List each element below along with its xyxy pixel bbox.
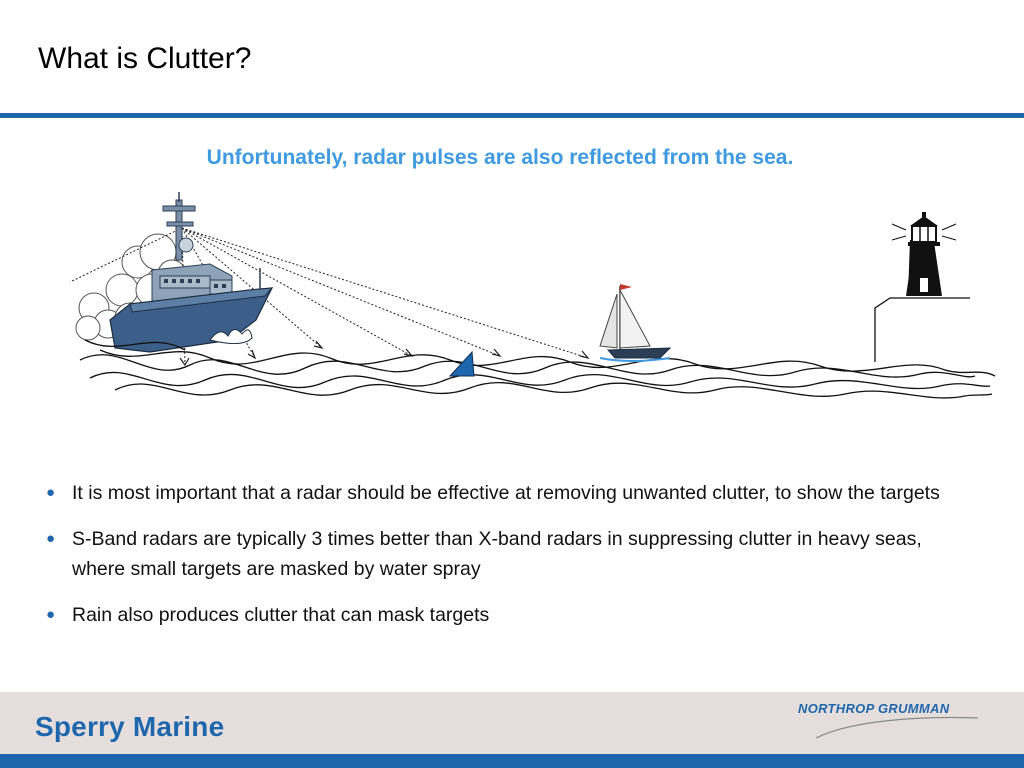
bullet-dot-icon: ● xyxy=(46,484,56,501)
bullet-item xyxy=(42,524,962,584)
bullet-item xyxy=(42,478,962,508)
bullet-text: S-Band radars are typically 3 times better than X-band radars in suppressing clutter in heavy seas, where small targets are masked by water spray xyxy=(72,528,922,580)
northrop-grumman-swoosh-icon xyxy=(812,712,982,740)
shark-fin-icon xyxy=(450,352,474,376)
bullet-text: It is most important that a radar should be effective at removing unwanted clutter, to show the targets xyxy=(72,482,940,504)
sea-clutter-illustration xyxy=(60,190,1000,425)
cliff xyxy=(875,298,970,362)
bullet-list xyxy=(42,478,962,646)
northrop-grumman-logo: NORTHROP GRUMMAN xyxy=(798,701,950,716)
footer-bar xyxy=(0,754,1024,768)
sailboat-icon xyxy=(600,284,670,361)
sperry-marine-logo: Sperry Marine xyxy=(35,711,225,742)
lighthouse-icon xyxy=(892,212,956,296)
bullet-item xyxy=(42,600,962,630)
sea-waves xyxy=(80,340,995,398)
slide-subtitle: Unfortunately, radar pulses are also reflected from the sea. xyxy=(206,146,794,169)
slide-title: What is Clutter? xyxy=(38,42,252,75)
title-divider xyxy=(0,113,1024,118)
bullet-text: Rain also produces clutter that can mask targets xyxy=(72,604,490,626)
bullet-dot-icon: ● xyxy=(46,530,56,547)
bullet-dot-icon: ● xyxy=(46,606,56,623)
